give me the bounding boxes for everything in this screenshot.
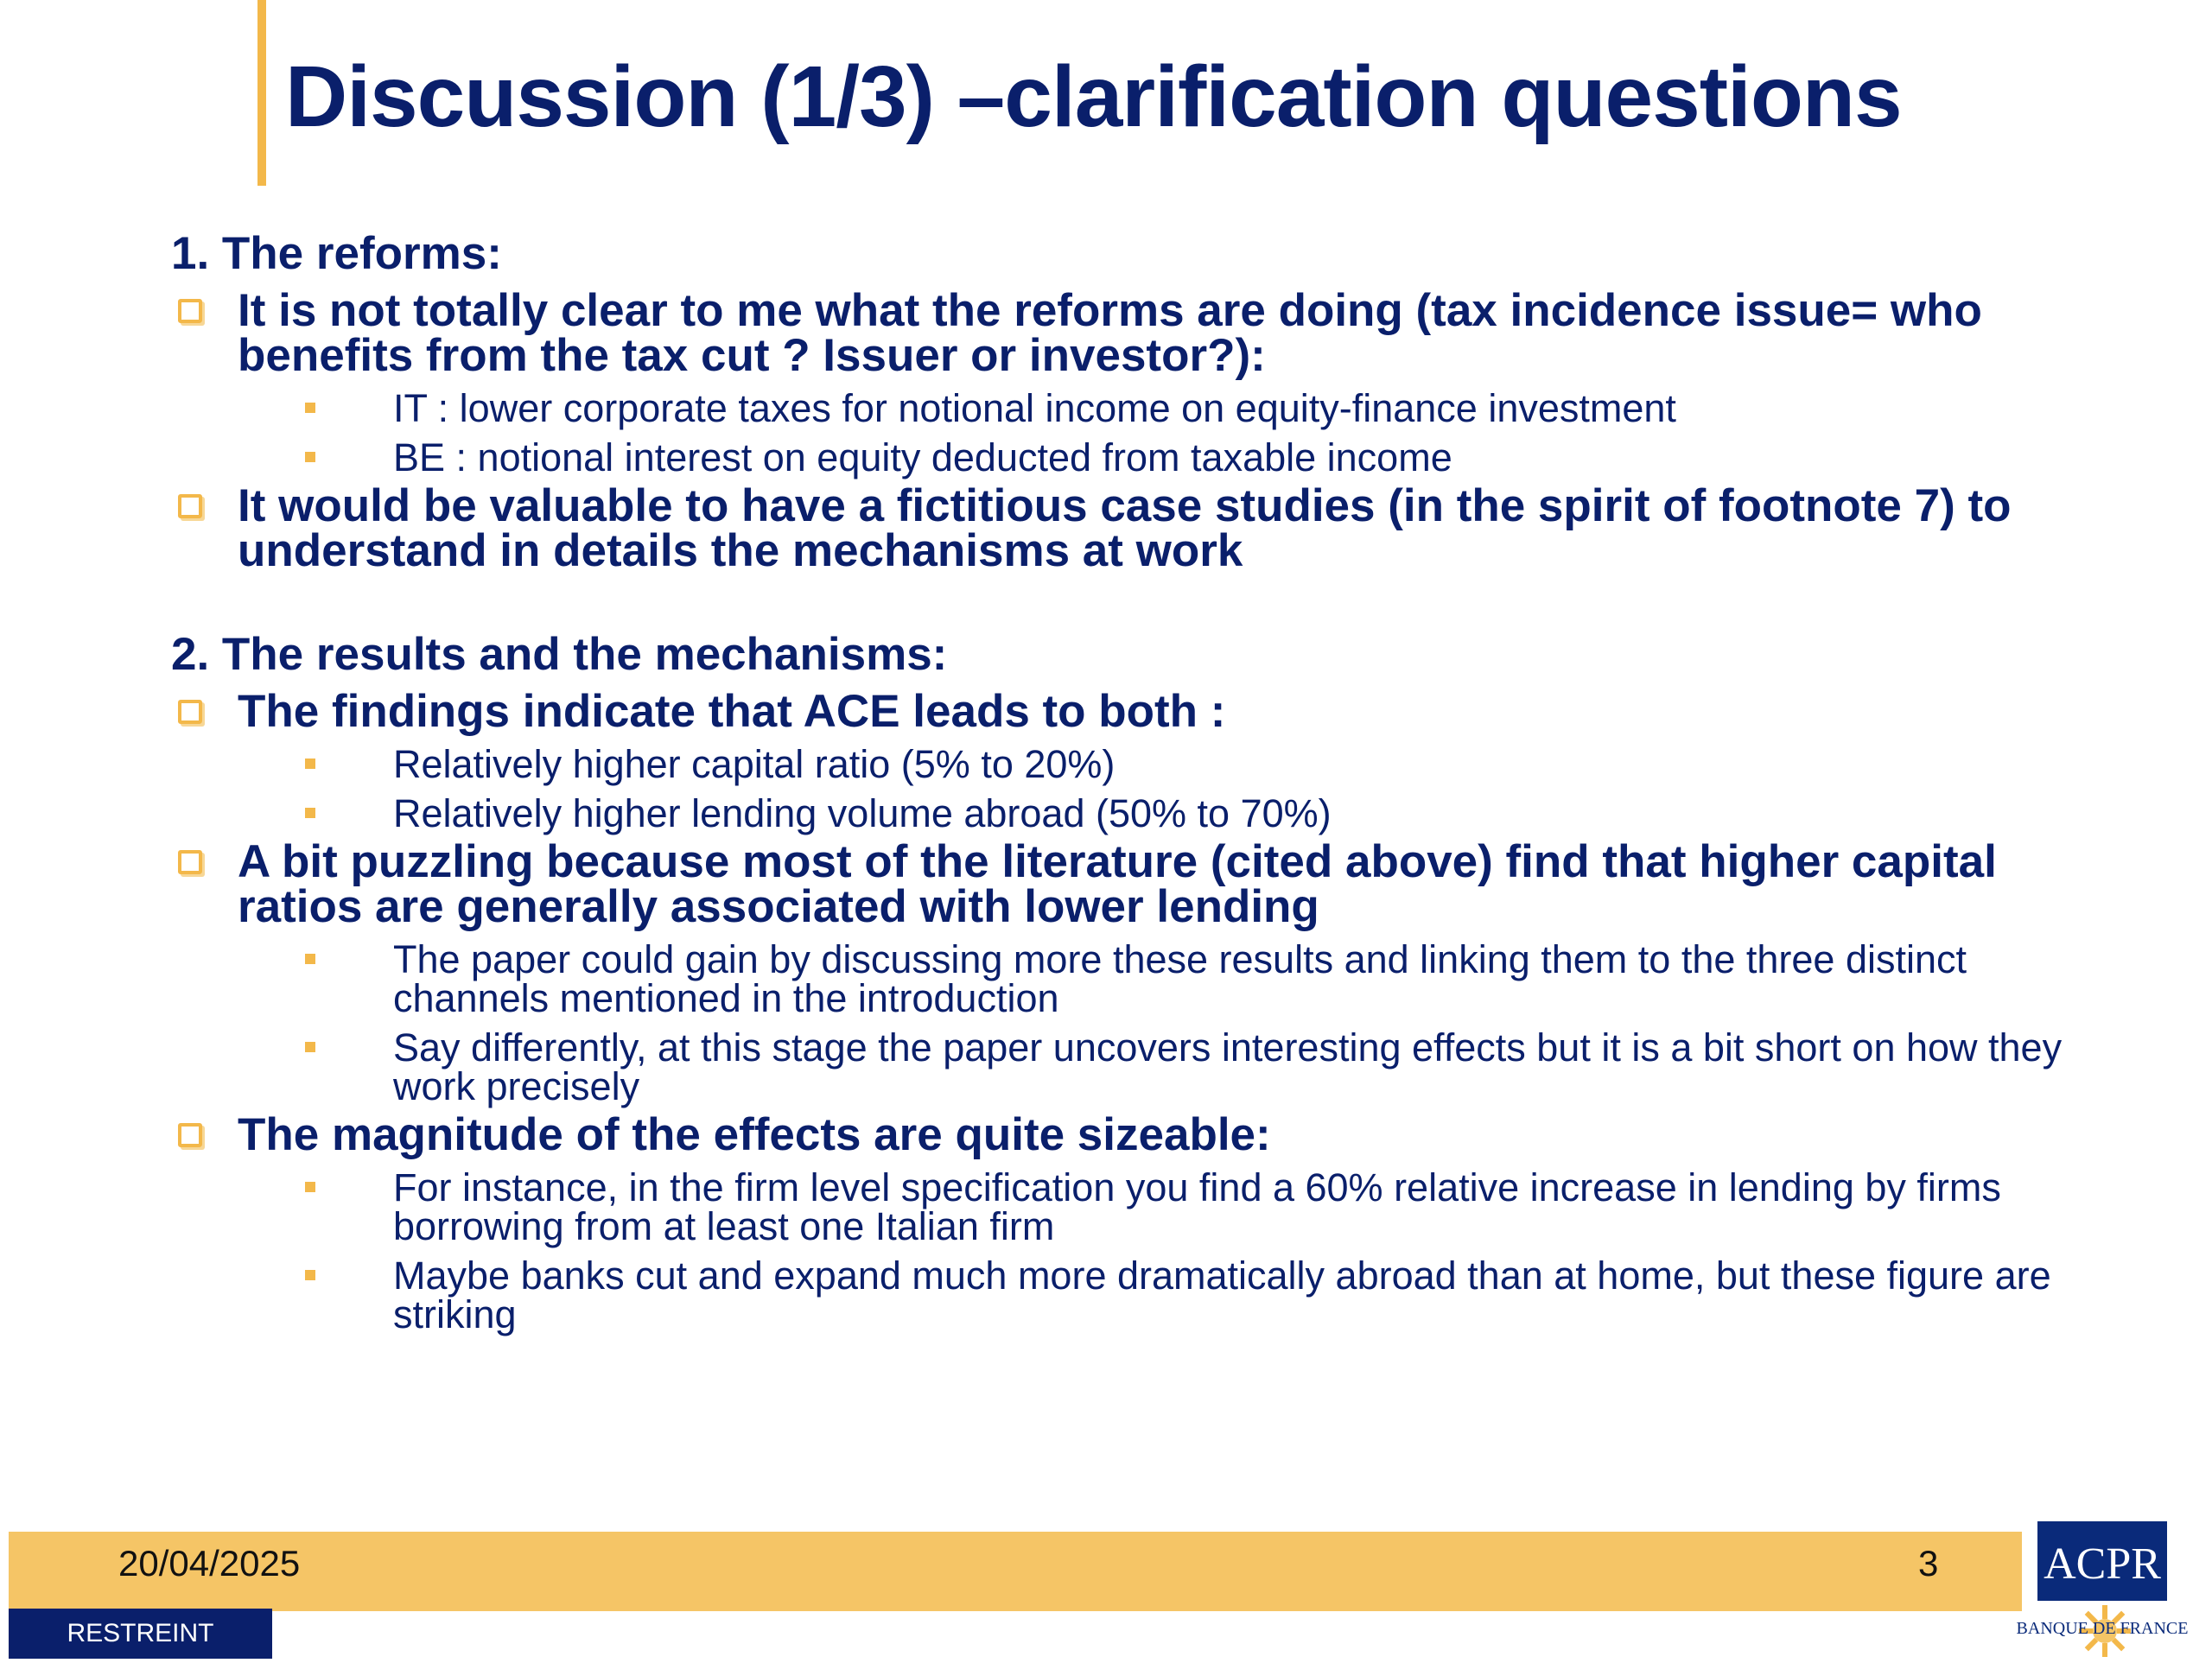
sub-bullet-text: For instance, in the firm level specification you find a 60% relative increase in lending by firms borrowing from at least one Italian firm	[393, 1165, 2001, 1248]
checkbox-bullet-icon	[178, 700, 202, 724]
sub-bullet-item	[171, 1165, 2107, 1248]
footer-date: 20/04/2025	[118, 1543, 301, 1584]
logo-subtitle: BANQUE DE FRANCE	[2016, 1619, 2189, 1638]
sub-bullet-item	[171, 742, 2107, 786]
checkbox-bullet-icon	[178, 494, 202, 518]
slide-title: Discussion (1/3) –clarification questions	[285, 48, 1902, 145]
checkbox-bullet-icon	[178, 850, 202, 874]
square-bullet-icon	[305, 808, 315, 818]
sub-bullet-item	[171, 1025, 2107, 1108]
bullet-item	[171, 1109, 2107, 1160]
square-bullet-icon	[305, 1182, 315, 1192]
checkbox-bullet-icon	[178, 1123, 202, 1147]
square-bullet-icon	[305, 403, 315, 413]
checkbox-bullet-icon	[178, 299, 202, 323]
square-bullet-icon	[305, 954, 315, 964]
acpr-logo	[2003, 1516, 2210, 1659]
bullet-item	[171, 285, 2107, 381]
sub-bullet-text: Say differently, at this stage the paper uncovers interesting effects but it is a bit short on how they work precisely	[393, 1025, 2063, 1108]
sub-bullet-text: Maybe banks cut and expand much more dramatically abroad than at home, but these figure are striking	[393, 1254, 2051, 1336]
square-bullet-icon	[305, 1270, 315, 1280]
sub-bullet-text: IT : lower corporate taxes for notional income on equity-finance investment	[393, 386, 1676, 430]
title-accent-bar	[257, 0, 266, 186]
section-heading-reforms: 1. The reforms:	[171, 228, 502, 279]
sub-bullet-text: Relatively higher capital ratio (5% to 20%)	[393, 742, 1116, 786]
footer-band	[9, 1532, 2022, 1611]
acpr-logo-icon	[2003, 1516, 2210, 1659]
logo-name: ACPR	[2044, 1539, 2161, 1589]
bullet-text: It is not totally clear to me what the reforms are doing (tax incidence issue= who benefits from the tax cut ? Issuer or investor?):	[238, 285, 1982, 381]
square-bullet-icon	[305, 759, 315, 769]
bullet-item	[171, 480, 2107, 576]
bullet-item	[171, 686, 2107, 737]
sub-bullet-text: The paper could gain by discussing more these results and linking them to the three distinct channels mentioned in the introduction	[393, 937, 1967, 1020]
sub-bullet-text: BE : notional interest on equity deducted from taxable income	[393, 435, 1452, 479]
square-bullet-icon	[305, 1042, 315, 1052]
square-bullet-icon	[305, 452, 315, 462]
sub-bullet-item	[171, 386, 2107, 430]
page-number: 3	[1918, 1543, 1939, 1584]
sub-bullet-item	[171, 435, 2107, 479]
bullet-text: It would be valuable to have a fictitious case studies (in the spirit of footnote 7) to understand in details the mechanisms at work	[238, 480, 2012, 576]
bullet-text: A bit puzzling because most of the literature (cited above) find that higher capital ratios are generally associated with lower lending	[238, 836, 1997, 932]
bullet-text: The findings indicate that ACE leads to both :	[238, 686, 1226, 737]
classification-badge: RESTREINT	[9, 1609, 272, 1659]
bullet-text: The magnitude of the effects are quite sizeable:	[238, 1109, 1271, 1160]
sub-bullet-item	[171, 791, 2107, 835]
sub-bullet-item	[171, 937, 2107, 1020]
section-heading-results: 2. The results and the mechanisms:	[171, 629, 948, 680]
sub-bullet-text: Relatively higher lending volume abroad (50% to 70%)	[393, 791, 1332, 835]
sub-bullet-item	[171, 1256, 2107, 1334]
bullet-item	[171, 836, 2107, 932]
slide-content	[171, 226, 2107, 1334]
